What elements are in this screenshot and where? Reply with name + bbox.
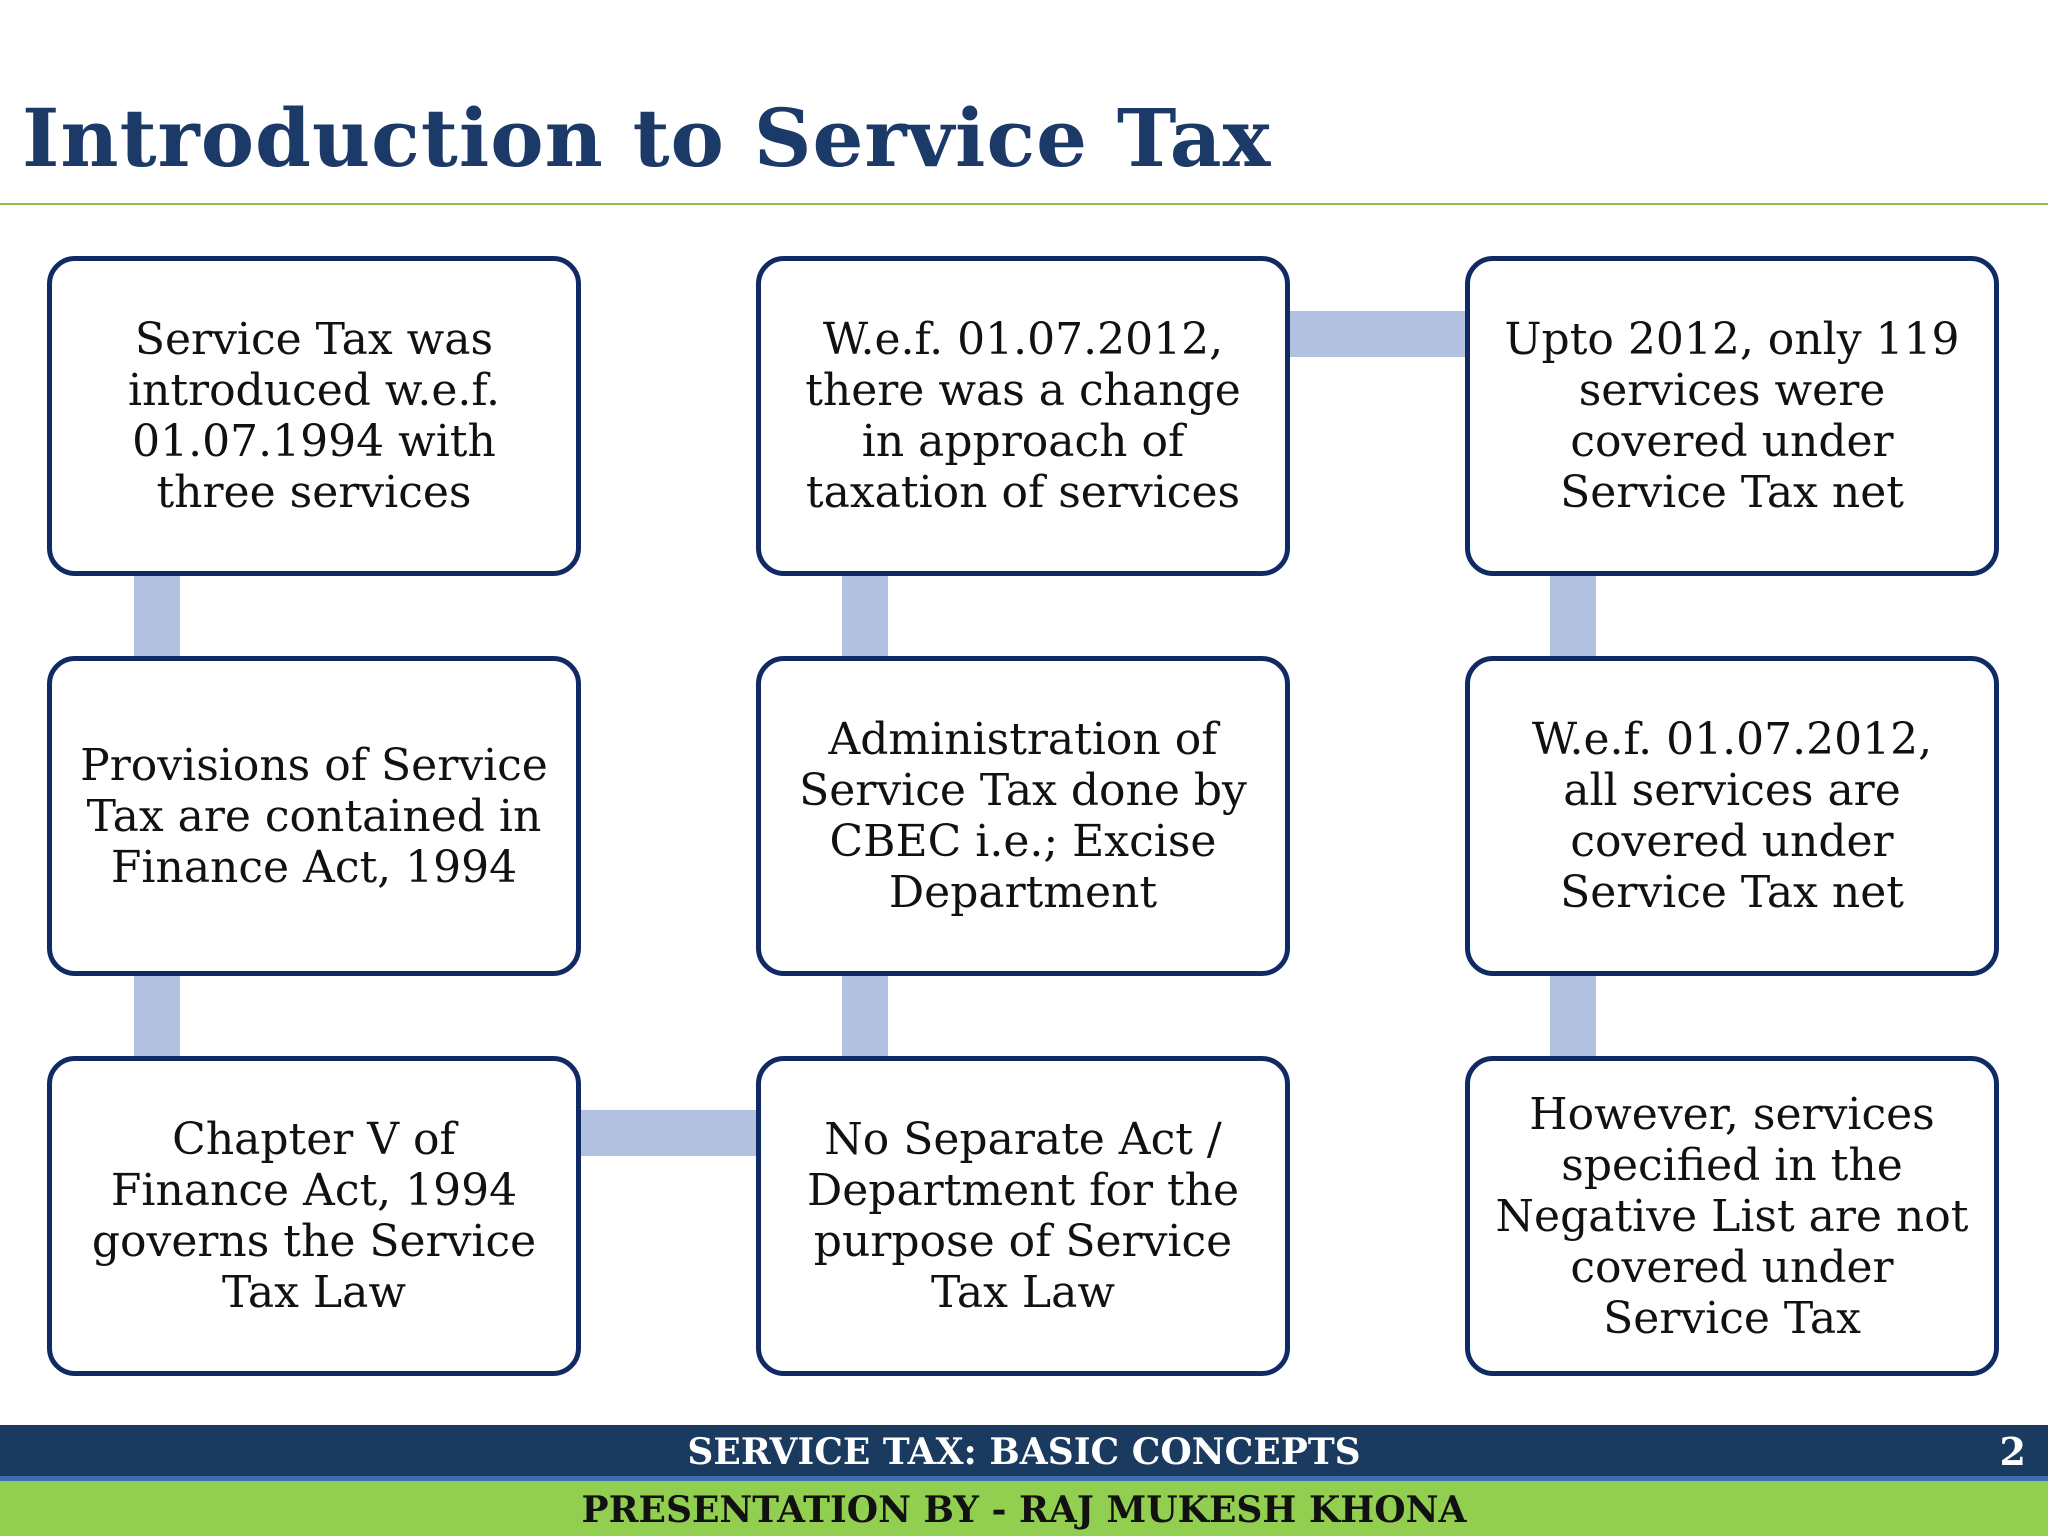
flow-box-7: [1465, 256, 1999, 576]
page-number: 2: [1999, 1429, 2026, 1474]
connector-6-7: [1290, 311, 1466, 357]
connector-5-6: [842, 574, 888, 656]
flow-box-6: [756, 256, 1290, 576]
footer-presenter-bar: [0, 1481, 2048, 1536]
title-divider: [0, 203, 2048, 205]
connector-7-8: [1550, 574, 1596, 656]
flow-box-text: No Separate Act / Department for the purpose of Service Tax Law: [806, 1114, 1240, 1318]
flow-box-text: W.e.f. 01.07.2012, all services are covered under Service Tax net: [1531, 714, 1933, 918]
presenter-line: PRESENTATION BY - RAJ MUKESH KHONA: [581, 1489, 1467, 1531]
flow-box-5: [756, 656, 1290, 976]
connector-8-9: [1550, 974, 1596, 1056]
flow-box-9: [1465, 1056, 1999, 1376]
flow-box-text: Service Tax was introduced w.e.f. 01.07.1994 with three services: [127, 314, 501, 518]
flow-box-1: [47, 256, 581, 576]
flow-box-4: [756, 1056, 1290, 1376]
footer-title-bar: [0, 1425, 2048, 1481]
flow-box-text: Administration of Service Tax done by CBEC i.e.; Excise Department: [799, 714, 1247, 918]
connector-1-2: [134, 574, 180, 656]
flow-box-text: Provisions of Service Tax are contained in Finance Act, 1994: [80, 739, 548, 893]
flow-box-text: W.e.f. 01.07.2012, there was a change in approach of taxation of services: [805, 314, 1241, 518]
footer-title: SERVICE TAX: BASIC CONCEPTS: [687, 1431, 1361, 1473]
slide-title: Introduction to Service Tax: [22, 91, 1272, 185]
flow-box-3: [47, 1056, 581, 1376]
flow-box-text: Chapter V of Finance Act, 1994 governs the Service Tax Law: [91, 1114, 537, 1318]
flow-box-8: [1465, 656, 1999, 976]
connector-4-5: [842, 974, 888, 1056]
connector-2-3: [134, 974, 180, 1056]
flow-box-2: [47, 656, 581, 976]
connector-3-4: [580, 1110, 758, 1156]
flow-box-text: However, services specified in the Negative List are not covered under Service Tax: [1495, 1088, 1969, 1344]
flow-box-text: Upto 2012, only 119 services were covered under Service Tax net: [1504, 314, 1960, 518]
